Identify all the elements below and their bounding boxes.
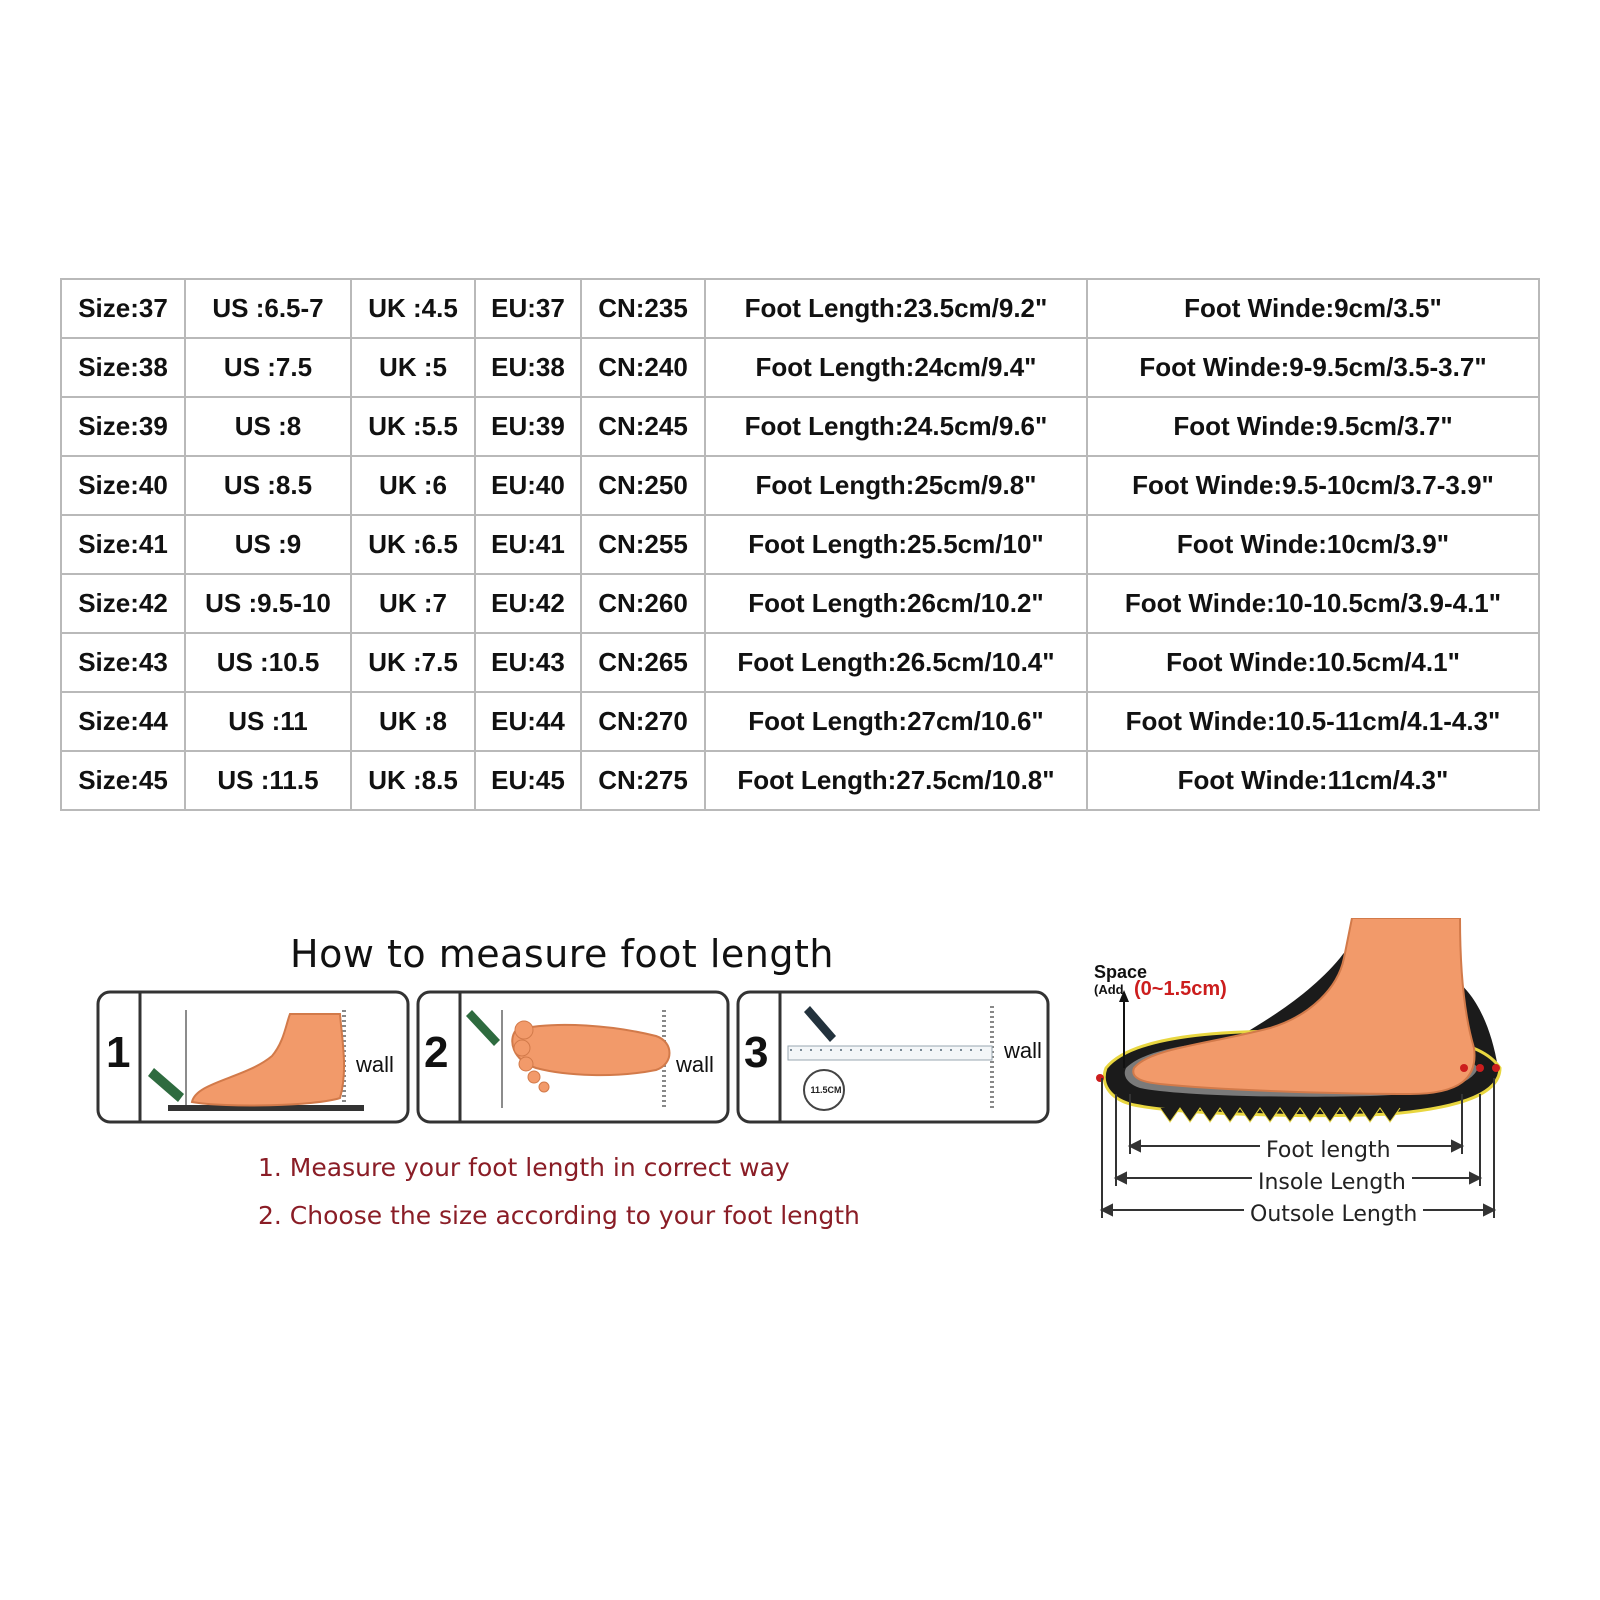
table-cell: CN:275 [581,751,705,810]
table-cell: Foot Length:26cm/10.2" [705,574,1087,633]
table-cell: Size:44 [61,692,185,751]
table-cell: EU:37 [475,279,581,338]
table-cell: US :11.5 [185,751,351,810]
table-cell: Size:42 [61,574,185,633]
table-cell: Foot Winde:10cm/3.9" [1087,515,1539,574]
table-cell: UK :8 [351,692,475,751]
space-note: (Add [1094,982,1124,997]
size-chart-table [60,278,1540,811]
table-cell: Foot Length:26.5cm/10.4" [705,633,1087,692]
table-cell: US :9 [185,515,351,574]
table-cell: EU:44 [475,692,581,751]
table-cell: UK :5 [351,338,475,397]
table-cell: Foot Length:25cm/9.8" [705,456,1087,515]
table-row [61,279,1539,338]
table-cell: CN:265 [581,633,705,692]
table-cell: Size:43 [61,633,185,692]
table-cell: CN:260 [581,574,705,633]
table-cell: UK :8.5 [351,751,475,810]
table-cell: Foot Length:27cm/10.6" [705,692,1087,751]
insole-length-label: Insole Length [1252,1170,1412,1195]
space-range: (0~1.5cm) [1134,978,1227,1000]
step-2-wall-label: wall [676,1052,714,1077]
table-cell: Foot Length:24.5cm/9.6" [705,397,1087,456]
table-cell: US :11 [185,692,351,751]
table-row [61,515,1539,574]
table-cell: CN:270 [581,692,705,751]
step-3-number: 3 [744,1028,769,1077]
table-row [61,574,1539,633]
table-row [61,633,1539,692]
table-cell: US :8.5 [185,456,351,515]
step-1-number: 1 [106,1028,131,1077]
table-cell: EU:40 [475,456,581,515]
table-cell: CN:240 [581,338,705,397]
step-1-wall-label: wall [356,1052,394,1077]
table-cell: EU:39 [475,397,581,456]
table-cell: Foot Length:24cm/9.4" [705,338,1087,397]
table-cell: US :6.5-7 [185,279,351,338]
table-cell: EU:41 [475,515,581,574]
step-2-number: 2 [424,1028,449,1077]
howto-title: How to measure foot length [290,932,834,976]
table-cell: CN:255 [581,515,705,574]
table-cell: Foot Winde:10.5cm/4.1" [1087,633,1539,692]
table-cell: US :8 [185,397,351,456]
table-cell: US :7.5 [185,338,351,397]
table-cell: US :9.5-10 [185,574,351,633]
table-cell: EU:45 [475,751,581,810]
table-cell: Size:45 [61,751,185,810]
table-cell: Size:41 [61,515,185,574]
table-row [61,456,1539,515]
table-cell: Size:38 [61,338,185,397]
ruler-mark-label: 11.5CM [810,1085,842,1095]
table-row [61,397,1539,456]
table-cell: Foot Length:23.5cm/9.2" [705,279,1087,338]
table-cell: US :10.5 [185,633,351,692]
table-cell: CN:245 [581,397,705,456]
table-cell: Foot Length:27.5cm/10.8" [705,751,1087,810]
table-cell: Foot Winde:11cm/4.3" [1087,751,1539,810]
table-cell: Size:39 [61,397,185,456]
table-cell: Foot Winde:9cm/3.5" [1087,279,1539,338]
table-cell: UK :7.5 [351,633,475,692]
table-cell: UK :6.5 [351,515,475,574]
space-label: Space [1094,962,1148,982]
size-chart-body [61,279,1539,810]
table-cell: Size:40 [61,456,185,515]
instruction-2: 2. Choose the size according to your foot length [258,1201,860,1230]
table-cell: CN:235 [581,279,705,338]
step-3-panel [738,992,1048,1122]
table-cell: Foot Winde:9.5cm/3.7" [1087,397,1539,456]
table-cell: EU:42 [475,574,581,633]
foot-length-label: Foot length [1260,1138,1397,1163]
table-cell: Size:37 [61,279,185,338]
table-cell: UK :5.5 [351,397,475,456]
table-cell: UK :4.5 [351,279,475,338]
table-cell: UK :6 [351,456,475,515]
table-row [61,751,1539,810]
table-cell: Foot Winde:10.5-11cm/4.1-4.3" [1087,692,1539,751]
table-cell: Foot Length:25.5cm/10" [705,515,1087,574]
table-row [61,692,1539,751]
table-cell: EU:43 [475,633,581,692]
outsole-length-label: Outsole Length [1244,1202,1423,1227]
instruction-1: 1. Measure your foot length in correct way [258,1153,790,1182]
step-3-wall-label: wall [1004,1038,1042,1063]
table-cell: EU:38 [475,338,581,397]
table-cell: Foot Winde:10-10.5cm/3.9-4.1" [1087,574,1539,633]
table-cell: UK :7 [351,574,475,633]
measure-steps-illustration [96,990,1056,1130]
table-cell: Foot Winde:9.5-10cm/3.7-3.9" [1087,456,1539,515]
table-cell: CN:250 [581,456,705,515]
table-row [61,338,1539,397]
table-cell: Foot Winde:9-9.5cm/3.5-3.7" [1087,338,1539,397]
